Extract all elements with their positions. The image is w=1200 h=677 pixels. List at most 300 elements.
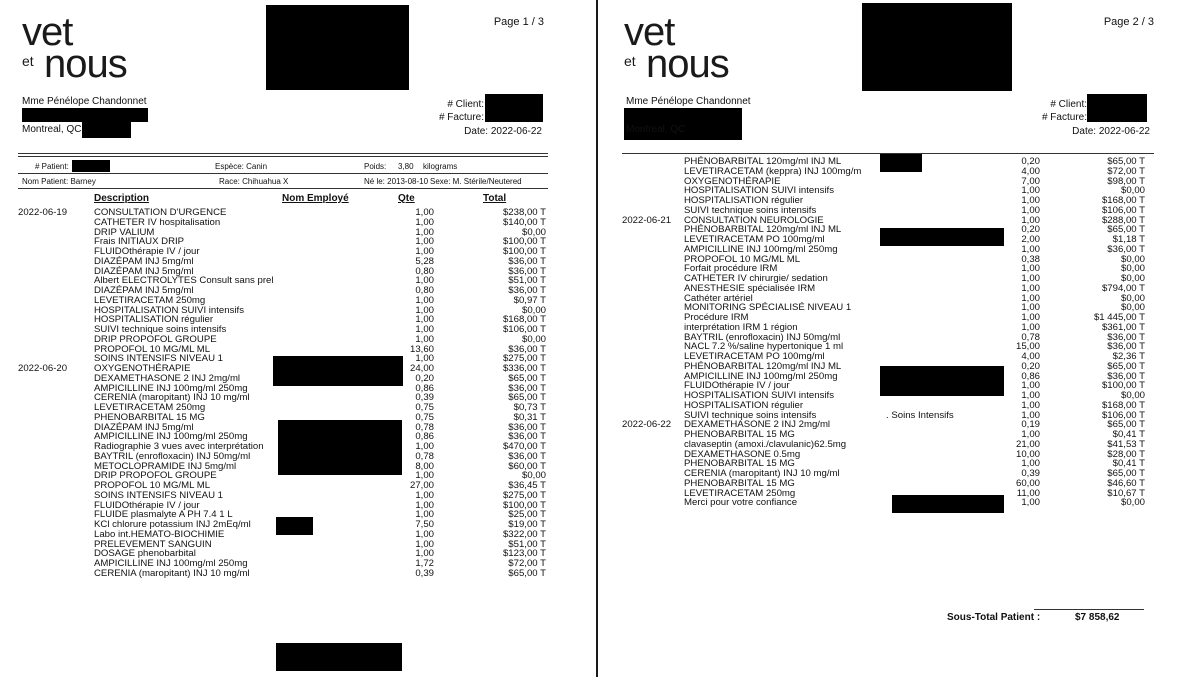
row-total: $361,00 T: [1101, 321, 1145, 333]
row-description: PHÉNOBARBITAL 120mg/ml INJ ML: [684, 156, 842, 167]
row-quantity: 1,00: [1021, 390, 1040, 401]
row-description: DOSAGE phenobarbital: [94, 548, 196, 560]
header-employee: Nom Employé: [282, 193, 349, 204]
redacted-employee: [892, 495, 1004, 513]
row-description: FLUIDOthérapie IV / jour: [94, 499, 200, 511]
row-description: AMPICILLINE INJ 100mg/ml 250mg: [684, 370, 838, 382]
row-quantity: 0,39: [415, 567, 434, 579]
row-quantity: 1,00: [1021, 243, 1040, 255]
row-total: $36,00 T: [508, 421, 546, 433]
row-total: $51,00 T: [508, 538, 546, 550]
line-item-row: [602, 352, 1200, 361]
row-quantity: 0,86: [1021, 370, 1040, 382]
row-quantity: 1,00: [415, 246, 434, 257]
row-quantity: 0,19: [1021, 419, 1040, 431]
row-total: $0,00: [521, 333, 546, 345]
row-quantity: 0,75: [415, 411, 434, 423]
line-item-row: [602, 469, 1200, 478]
row-quantity: 1,00: [1021, 282, 1040, 294]
row-total: $100,00 T: [502, 236, 546, 248]
line-item-row: [0, 276, 592, 285]
row-total: $36,00 T: [508, 343, 546, 355]
row-description: BAYTRIL (enrofloxacin) INJ 50mg/ml: [94, 450, 251, 462]
row-total: $0,00: [521, 226, 546, 238]
row-quantity: 8,00: [415, 460, 434, 472]
row-description: LEVETIRACETAM 250mg: [94, 294, 206, 306]
row-total: $36,00 T: [508, 382, 546, 394]
row-description: AMPICILLINE INJ 100mg/ml 250mg: [684, 243, 838, 255]
logo-et: et: [22, 53, 34, 69]
client-name: Mme Pénélope Chandonnet: [22, 96, 147, 107]
row-total: $65,00 T: [508, 392, 546, 404]
row-total: $275,00 T: [502, 353, 546, 365]
row-total: $106,00 T: [1101, 204, 1145, 216]
row-quantity: 1,00: [1021, 185, 1040, 197]
row-description: Cathéter artériel: [684, 292, 753, 304]
row-quantity: 7,50: [415, 519, 434, 530]
row-quantity: 1,00: [415, 509, 434, 521]
line-item-row: [0, 501, 592, 510]
row-quantity: 0,78: [415, 450, 434, 462]
row-description: DRIP PROPOFOL GROUPE: [94, 333, 217, 345]
row-quantity: 1,00: [415, 441, 434, 452]
invoice-date: [1072, 126, 1150, 137]
row-description: SUIVI technique soins intensifs: [684, 204, 817, 216]
row-total: $41,53 T: [1107, 438, 1145, 450]
row-total: $98,00 T: [1107, 175, 1145, 187]
row-quantity: 1,00: [415, 548, 434, 560]
row-quantity: 1,00: [415, 489, 434, 501]
row-total: $0,00: [1120, 390, 1145, 401]
patient-number-label: # Patient:: [35, 162, 69, 171]
row-total: $0,00: [1120, 273, 1145, 284]
row-total: $36,00 T: [508, 285, 546, 296]
row-description: DEXAMETHASONE 0.5mg: [684, 448, 801, 460]
row-quantity: 11,00: [1016, 487, 1040, 499]
row-quantity: 0,75: [415, 402, 434, 413]
row-description: LEVETIRACETAM 250mg: [94, 402, 206, 413]
row-quantity: 0,20: [1021, 156, 1040, 167]
row-description: DIAZÉPAM INJ 5mg/ml: [94, 421, 194, 433]
row-quantity: 0,78: [1021, 331, 1040, 343]
row-total: $0,00: [1120, 185, 1145, 197]
row-total: $100,00 T: [502, 246, 546, 257]
redacted-postal: [82, 120, 131, 138]
header-description: Description: [94, 193, 150, 204]
row-date: 2022-06-19: [18, 207, 68, 218]
row-description: SUIVI technique soins intensifs: [684, 409, 817, 421]
date-value: 2022-06-22: [490, 126, 542, 137]
row-quantity: 1,00: [415, 294, 434, 306]
row-total: $28,00 T: [1107, 448, 1145, 460]
row-total: $0,31 T: [513, 411, 546, 423]
row-quantity: 1,00: [415, 207, 434, 218]
row-quantity: 1,00: [415, 236, 434, 248]
invoice-date: [464, 126, 542, 137]
row-quantity: 1,00: [1021, 214, 1040, 226]
row-total: $2,36 T: [1112, 351, 1145, 362]
row-description: BAYTRIL (enrofloxacin) INJ 50mg/ml: [684, 331, 841, 343]
row-description: CONSULTATION NEUROLOGIE: [684, 214, 824, 226]
page-divider: [596, 0, 598, 677]
logo-vet: vet: [22, 10, 73, 54]
row-description: interprétation IRM 1 région: [684, 321, 798, 333]
row-quantity: 1,00: [1021, 273, 1040, 284]
line-item-row: [0, 403, 592, 412]
row-description: PHENOBARBITAL 15 MG: [684, 477, 795, 489]
logo-vet: vet: [624, 10, 675, 54]
row-quantity: 60,00: [1015, 477, 1040, 489]
row-date: 2022-06-20: [18, 363, 68, 374]
patient-sex: Sexe: M. Stérile/Neutered: [430, 177, 522, 186]
row-total: $36,00 T: [1107, 370, 1145, 382]
row-quantity: 24,00: [409, 363, 434, 374]
row-description: clavaseptin (amoxi./clavulanic)62.5mg: [684, 438, 847, 450]
row-description: Procédure IRM: [684, 312, 749, 323]
row-quantity: 2,00: [1021, 234, 1040, 245]
row-total: $65,00 T: [508, 567, 546, 579]
row-quantity: 1,00: [415, 333, 434, 345]
row-quantity: 1,00: [415, 304, 434, 316]
row-total: $140,00 T: [502, 216, 546, 228]
row-quantity: 13,60: [409, 343, 434, 355]
row-total: $36,00 T: [508, 431, 546, 443]
row-quantity: 1,72: [415, 558, 434, 569]
row-total: $470,00 T: [502, 441, 546, 452]
row-quantity: 0,20: [1021, 224, 1040, 236]
line-item-row: [602, 245, 1200, 254]
row-quantity: 1,00: [415, 538, 434, 550]
row-total: $0,41 T: [1112, 458, 1145, 470]
row-total: $275,00 T: [502, 489, 546, 501]
line-item-row: [0, 549, 592, 558]
row-total: $36,00 T: [1107, 331, 1145, 343]
row-total: $72,00 T: [1107, 165, 1145, 177]
invoice-page-2: [602, 0, 1200, 677]
line-item-row: [0, 325, 592, 334]
line-item-row: [0, 247, 592, 256]
header-total: Total: [483, 193, 507, 204]
row-description: CONSULTATION D'URGENCE: [94, 207, 227, 218]
row-description: Frais INITIAUX DRIP: [94, 236, 185, 248]
row-description: Albert ELECTROLYTES Consult sans prel: [94, 275, 274, 287]
patient-name: Nom Patient: Barney: [22, 177, 96, 186]
row-description: LEVETIRACETAM 250mg: [684, 487, 796, 499]
line-item-row: [0, 393, 592, 402]
redacted-block: [266, 5, 409, 90]
redacted-employee: [880, 228, 1004, 246]
row-description: DIAZÉPAM INJ 5mg/ml: [94, 265, 194, 277]
row-total: $36,00 T: [508, 450, 546, 462]
redacted-client-number: [1087, 94, 1147, 122]
row-quantity: 1,00: [1021, 292, 1040, 304]
row-quantity: 7,00: [1021, 175, 1040, 187]
row-total: $65,00 T: [1107, 156, 1145, 167]
line-item-row: [0, 569, 592, 578]
weight-unit: kilograms: [423, 162, 458, 171]
row-quantity: 0,80: [415, 285, 434, 296]
row-description: METOCLOPRAMIDE INJ 5mg/ml: [94, 460, 237, 472]
row-quantity: 27,00: [409, 480, 434, 491]
row-total: $168,00 T: [502, 314, 546, 326]
row-quantity: 1,00: [1021, 409, 1040, 421]
row-quantity: 1,00: [415, 499, 434, 511]
row-description: PROPOFOL 10 MG/ML ML: [94, 480, 211, 491]
row-total: $100,00 T: [1101, 380, 1145, 392]
row-quantity: 4,00: [1021, 351, 1040, 362]
row-total: $0,00: [1120, 292, 1145, 304]
row-description: AMPICILLINE INJ 100mg/ml 250mg: [94, 431, 248, 443]
row-description: SUIVI technique soins intensifs: [94, 324, 227, 335]
header-qty: Qte: [398, 193, 415, 204]
redacted-employee: [276, 517, 313, 535]
row-total: $60,00 T: [508, 460, 546, 472]
row-quantity: 1,00: [415, 314, 434, 326]
row-description: FLUIDOthérapie IV / jour: [94, 246, 200, 257]
row-quantity: 0,80: [415, 265, 434, 277]
row-total: $238,00 T: [502, 207, 546, 218]
row-description: HOSPITALISATION SUIVI intensifs: [684, 185, 834, 197]
row-description: DRIP PROPOFOL GROUPE: [94, 470, 217, 482]
row-description: DEXAMETHASONE 2 INJ 2mg/ml: [684, 419, 831, 431]
weight-value: 3,80: [398, 162, 414, 171]
date-label: Date:: [464, 126, 489, 137]
row-quantity: 1,00: [415, 216, 434, 228]
row-description: CERENIA (maropitant) INJ 10 mg/ml: [684, 468, 840, 479]
row-description: PHENOBARBITAL 15 MG: [684, 429, 795, 440]
row-description: ANESTHESIE spécialisée IRM: [684, 282, 816, 294]
row-quantity: 0,86: [415, 382, 434, 394]
row-total: $0,00: [1120, 302, 1145, 314]
row-total: $0,41 T: [1112, 429, 1145, 440]
row-quantity: 0,78: [415, 421, 434, 433]
subtotal-rule: [1034, 609, 1144, 610]
redacted-employee: [880, 154, 922, 172]
client-number-label: # Client:: [1050, 99, 1087, 110]
row-description: FLUIDOthérapie IV / jour: [684, 380, 790, 392]
line-item-row: [0, 218, 592, 227]
row-description: Radiographie 3 vues avec interprétation: [94, 441, 264, 452]
client-number-label: # Client:: [447, 99, 484, 110]
row-total: $168,00 T: [1101, 195, 1145, 206]
row-total: $100,00 T: [502, 499, 546, 511]
row-quantity: 0,38: [1021, 253, 1040, 265]
row-total: $36,00 T: [1107, 341, 1145, 353]
line-item-row: [0, 257, 592, 266]
row-quantity: 1,00: [1021, 263, 1040, 275]
row-total: $0,00: [1120, 263, 1145, 275]
line-item-row: [0, 491, 592, 500]
row-description: Merci pour votre confiance: [684, 497, 798, 509]
line-item-row: [602, 479, 1200, 488]
separator: [18, 173, 548, 174]
invoice-number-label: # Facture:: [1041, 112, 1087, 123]
row-quantity: 0,86: [415, 431, 434, 443]
row-description: HOSPITALISATION SUIVI intensifs: [94, 304, 244, 316]
row-total: $65,00 T: [508, 372, 546, 384]
row-quantity: 1,00: [415, 226, 434, 238]
row-description: SOINS INTENSIFS NIVEAU 1: [94, 489, 224, 501]
species: Espèce: Canin: [215, 162, 268, 171]
row-description: AMPICILLINE INJ 100mg/ml 250mg: [94, 382, 248, 394]
row-description: OXYGENOTHÉRAPIE: [684, 175, 781, 187]
row-description: HOSPITALISATION régulier: [94, 314, 214, 326]
logo-nous: nous: [646, 42, 729, 86]
row-description: PRELEVEMENT SANGUIN: [94, 538, 212, 550]
invoice-page-1: [0, 0, 592, 677]
row-quantity: 5,28: [415, 255, 434, 267]
row-description: CATHETER IV chirurgie/ sedation: [684, 273, 828, 284]
row-total: $322,00 T: [502, 528, 546, 540]
separator: [18, 188, 548, 189]
row-description: PHENOBARBITAL 15 MG: [94, 411, 205, 423]
page-number: Page 1 / 3: [493, 16, 544, 28]
row-total: $36,45 T: [508, 480, 546, 491]
row-quantity: 1,00: [415, 353, 434, 365]
row-quantity: 15,00: [1015, 341, 1040, 353]
row-description: KCl chlorure potassium INJ 2mEq/ml: [94, 519, 251, 530]
row-quantity: 0,39: [1021, 468, 1040, 479]
line-item-row: [602, 401, 1200, 410]
row-quantity: 1,00: [415, 324, 434, 335]
row-total: $106,00 T: [1101, 409, 1145, 421]
row-description: LEVETIRACETAM PO 100mg/ml: [684, 351, 825, 362]
row-description: DRIP VALIUM: [94, 226, 155, 238]
row-description: OXYGENOTHÉRAPIE: [94, 363, 191, 374]
row-quantity: 1,00: [1021, 497, 1040, 509]
line-item-row: [602, 430, 1200, 439]
row-quantity: 1,00: [1021, 380, 1040, 392]
redacted-block: [862, 3, 1012, 91]
row-total: $36,00 T: [1107, 243, 1145, 255]
row-total: $36,00 T: [508, 255, 546, 267]
row-total: $794,00 T: [1101, 282, 1145, 294]
row-total: $0,97 T: [513, 294, 546, 306]
row-description: LEVETIRACETAM (keppra) INJ 100mg/m: [684, 165, 862, 177]
vet-et-nous-logo: [624, 10, 744, 86]
subtotal-value: $7 858,62: [1075, 612, 1120, 623]
row-total: $123,00 T: [502, 548, 546, 560]
row-description: LEVETIRACETAM PO 100mg/ml: [684, 234, 825, 245]
row-quantity: 1,00: [1021, 321, 1040, 333]
date-label: Date:: [1072, 126, 1097, 137]
invoice-number-label: # Facture:: [438, 112, 484, 123]
line-item-row: [0, 286, 592, 295]
logo-nous: nous: [44, 42, 127, 86]
row-total: $288,00 T: [1101, 214, 1145, 226]
row-quantity: 0,20: [1021, 360, 1040, 372]
line-item-row: [0, 559, 592, 568]
row-total: $19,00 T: [508, 519, 546, 530]
client-city: Montreal, QC: [626, 124, 686, 135]
line-item-row: [0, 296, 592, 305]
vet-et-nous-logo: [22, 10, 142, 86]
row-total: $336,00 T: [502, 363, 546, 374]
row-description: PROPOFOL 10 MG/ML ML: [94, 343, 211, 355]
row-total: $0,00: [521, 470, 546, 482]
row-description: HOSPITALISATION SUIVI intensifs: [684, 390, 834, 401]
patient-race: Race: Chihuahua X: [219, 177, 289, 186]
row-employee: . Soins Intensifs: [886, 409, 954, 421]
row-quantity: 0,39: [415, 392, 434, 404]
row-description: PHÉNOBARBITAL 120mg/ml INJ ML: [684, 224, 842, 236]
row-description: SOINS INTENSIFS NIVEAU 1: [94, 353, 224, 365]
row-total: $65,00 T: [1107, 224, 1145, 236]
line-item-row: [602, 440, 1200, 449]
row-quantity: 1,00: [415, 528, 434, 540]
row-quantity: 1,00: [1021, 204, 1040, 216]
row-description: CERENIA (maropitant) INJ 10 mg/ml: [94, 567, 250, 579]
row-description: PHENOBARBITAL 15 MG: [684, 458, 795, 470]
redacted-employee: [273, 356, 403, 386]
line-item-row: [0, 335, 592, 344]
row-total: $168,00 T: [1101, 399, 1145, 411]
line-item-row: [0, 481, 592, 490]
row-total: $36,00 T: [508, 265, 546, 277]
weight-label: Poids:: [364, 162, 387, 171]
row-description: HOSPITALISATION régulier: [684, 195, 804, 206]
row-description: DEXAMETHASONE 2 INJ 2mg/ml: [94, 372, 241, 384]
page-number: Page 2 / 3: [1103, 16, 1154, 28]
row-quantity: 21,00: [1015, 438, 1040, 450]
separator: [18, 153, 548, 154]
row-description: AMPICILLINE INJ 100mg/ml 250mg: [94, 558, 248, 569]
row-description: NACL 7.2 %/saline hypertonique 1 ml: [684, 341, 844, 353]
row-quantity: 1,00: [415, 275, 434, 287]
row-quantity: 1,00: [1021, 312, 1040, 323]
logo-et: et: [624, 53, 636, 69]
row-total: $65,00 T: [1107, 468, 1145, 479]
row-quantity: 1,00: [1021, 458, 1040, 470]
row-total: $0,00: [1120, 253, 1145, 265]
row-description: Labo int.HEMATO-BIOCHIMIE: [94, 528, 225, 540]
row-description: DIAZÉPAM INJ 5mg/ml: [94, 285, 194, 296]
row-quantity: 1,00: [1021, 195, 1040, 206]
row-description: FLUIDE plasmalyte A PH 7.4 1 L: [94, 509, 233, 521]
subtotal-label: Sous-Total Patient :: [947, 612, 1041, 623]
row-total: $51,00 T: [508, 275, 546, 287]
row-total: $65,00 T: [1107, 419, 1145, 431]
line-item-row: [0, 267, 592, 276]
separator: [18, 156, 548, 157]
row-quantity: 4,00: [1021, 165, 1040, 177]
line-item-row: [602, 206, 1200, 215]
row-description: Forfait procédure IRM: [684, 263, 778, 275]
line-item-row: [602, 323, 1200, 332]
row-total: $46,60 T: [1107, 477, 1145, 489]
line-item-row: [602, 196, 1200, 205]
row-total: $25,00 T: [508, 509, 546, 521]
row-quantity: 10,00: [1015, 448, 1040, 460]
line-item-row: [602, 284, 1200, 293]
redacted-patient-number: [72, 160, 110, 172]
row-description: MONITORING SPÉCIALISÉ NIVEAU 1: [684, 302, 852, 314]
date-value: 2022-06-22: [1098, 126, 1150, 137]
row-total: $10,67 T: [1107, 487, 1145, 499]
client-city: Montreal, QC: [22, 124, 82, 135]
patient-birthdate: Né le: 2013-08-10: [364, 177, 429, 186]
redacted-client-number: [485, 94, 543, 122]
row-description: DIAZÉPAM INJ 5mg/ml: [94, 255, 194, 267]
line-item-row: [602, 274, 1200, 283]
redacted-employee: [880, 366, 1004, 396]
row-description: PHÉNOBARBITAL 120mg/ml INJ ML: [684, 360, 842, 372]
redacted-employee: [278, 420, 402, 475]
row-total: $0,00: [521, 304, 546, 316]
line-item-row: [602, 313, 1200, 322]
row-description: PROPOFOL 10 MG/ML ML: [684, 253, 801, 265]
row-date: 2022-06-21: [622, 214, 672, 226]
